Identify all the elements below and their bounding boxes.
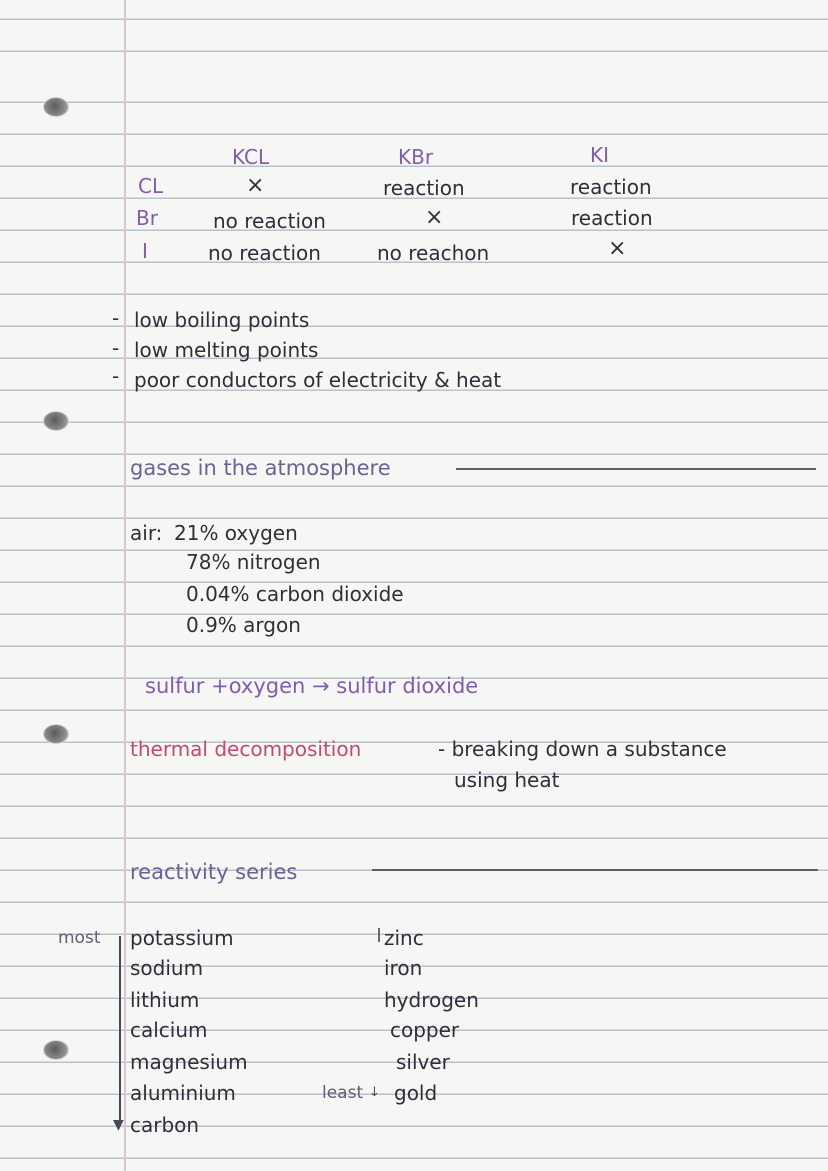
table-cell: no reaction [208, 241, 321, 265]
gas-item: 0.04% carbon dioxide [186, 582, 404, 606]
metal-item: hydrogen [384, 988, 479, 1012]
air-label: air: [130, 521, 163, 545]
table-cell: reaction [383, 176, 465, 200]
metal-item: silver [396, 1050, 450, 1074]
gas-item: 21% oxygen [174, 521, 298, 545]
row-header-i: I [142, 239, 148, 263]
most-label: most [58, 928, 101, 948]
arrow-down-icon: ▼ [113, 1117, 124, 1133]
thermal-term: thermal decomposition [130, 737, 362, 761]
row-header-br: Br [136, 206, 158, 230]
punch-hole [44, 725, 68, 743]
gas-item: 0.9% argon [186, 613, 301, 637]
heading-underline [372, 869, 818, 871]
property-item: low boiling points [134, 308, 310, 332]
column-header-kcl: KCL [232, 145, 270, 169]
reactivity-heading: reactivity series [130, 860, 298, 884]
metal-item: potassium [130, 926, 234, 950]
margin-line [124, 0, 126, 1171]
cross-mark: × [246, 173, 265, 198]
metal-item: aluminium [130, 1081, 236, 1105]
sulfur-equation: sulfur +oxygen → sulfur dioxide [145, 674, 479, 698]
table-cell: reaction [570, 175, 652, 199]
metal-item: magnesium [130, 1050, 248, 1074]
least-label: least [322, 1083, 364, 1103]
metal-item: zinc [384, 926, 424, 950]
cross-mark: × [608, 236, 627, 261]
cross-mark: × [425, 205, 444, 230]
heading-underline [456, 468, 816, 470]
metal-item: calcium [130, 1018, 208, 1042]
metal-item: gold [394, 1081, 438, 1105]
punch-hole [44, 1041, 68, 1059]
table-cell: no reaction [213, 209, 326, 233]
punch-hole [44, 98, 68, 116]
column-header-ki: KI [590, 143, 610, 167]
metal-item: sodium [130, 956, 204, 980]
bullet-dash: - [112, 306, 120, 330]
thermal-definition-line2: using heat [454, 768, 560, 792]
metal-item: carbon [130, 1113, 200, 1137]
most-to-least-arrow [119, 936, 121, 1126]
column-header-kbr: KBr [398, 145, 434, 169]
metal-item: copper [390, 1018, 460, 1042]
metal-item: lithium [130, 988, 200, 1012]
metal-item: iron [384, 956, 423, 980]
punch-hole [44, 412, 68, 430]
bullet-dash: - [112, 336, 120, 360]
property-item: low melting points [134, 338, 319, 362]
bullet-dash: - [112, 364, 120, 388]
gas-item: 78% nitrogen [186, 550, 321, 574]
table-cell: no reachon [377, 241, 490, 265]
property-item: poor conductors of electricity & heat [134, 368, 502, 392]
gases-heading: gases in the atmosphere [130, 456, 391, 480]
arrow-down-icon: ↓ [369, 1085, 380, 1100]
column-divider-tick [378, 928, 380, 942]
thermal-definition: - breaking down a substance [438, 737, 727, 761]
table-cell: reaction [571, 206, 653, 230]
row-header-cl: CL [138, 174, 164, 198]
